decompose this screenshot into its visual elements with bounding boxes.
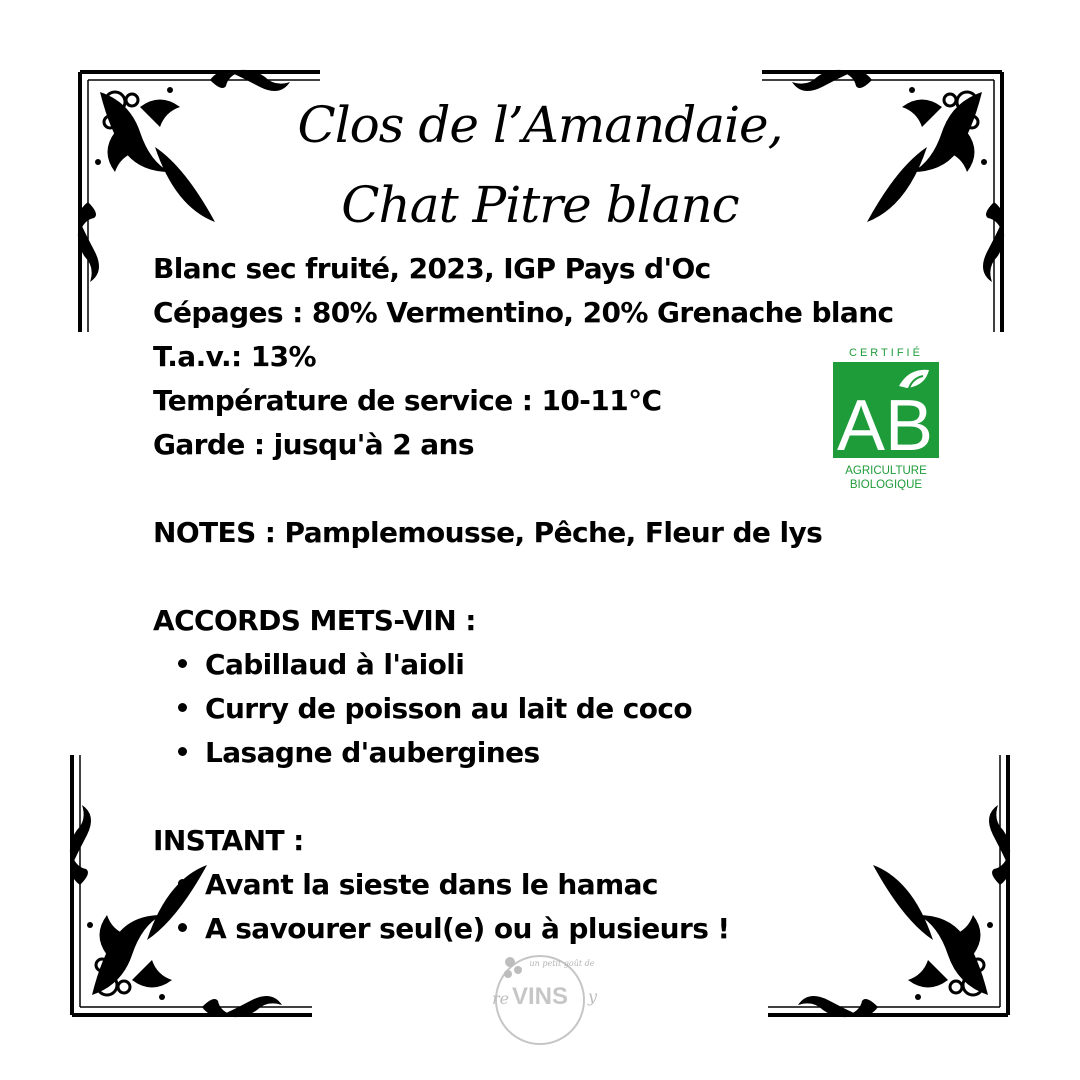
wine-type: Blanc sec fruité, 2023, IGP Pays d'Oc [153,252,711,285]
svg-text:CERTIFIÉ: CERTIFIÉ [849,347,923,359]
instant-item: Avant la sieste dans le hamac [178,868,658,901]
wine-aging: Garde : jusqu'à 2 ans [153,428,474,461]
flourish-icon [758,745,1018,1025]
food-pairing-item: Lasagne d'aubergines [178,736,540,769]
wine-title-line-1: Clos de l’Amandaie, [297,96,783,154]
brand-watermark-logo [470,940,610,1050]
svg-text:BIOLOGIQUE: BIOLOGIQUE [849,479,923,490]
bullet-icon [178,747,187,756]
ab-organic-certification-logo [833,342,939,490]
svg-text:AB: AB [836,386,934,466]
ornament-corner-bottom-right [758,745,1018,1025]
bullet-icon [178,703,187,712]
instant-heading: INSTANT : [153,824,304,857]
wine-title-line-2: Chat Pitre blanc [341,176,739,234]
food-pairing-heading: ACCORDS METS-VIN : [153,604,476,637]
wine-serving-temperature: Température de service : 10-11°C [153,384,662,417]
wine-grapes: Cépages : 80% Vermentino, 20% Grenache blanc [153,296,894,329]
bullet-icon [178,879,187,888]
svg-text:y: y [588,987,598,1006]
bullet-icon [178,923,187,932]
food-pairing-item: Curry de poisson au lait de coco [178,692,692,725]
bullet-icon [178,659,187,668]
food-pairing-item: Cabillaud à l'aioli [178,648,464,681]
tasting-notes: NOTES : Pamplemousse, Pêche, Fleur de lys [153,516,823,549]
wine-alcohol: T.a.v.: 13% [153,340,316,373]
instant-item: A savourer seul(e) ou à plusieurs ! [178,912,730,945]
svg-text:un petit goût de: un petit goût de [529,959,595,968]
svg-text:VINS: VINS [512,983,569,1010]
svg-text:re: re [492,989,510,1008]
svg-text:AGRICULTURE: AGRICULTURE [845,465,927,477]
